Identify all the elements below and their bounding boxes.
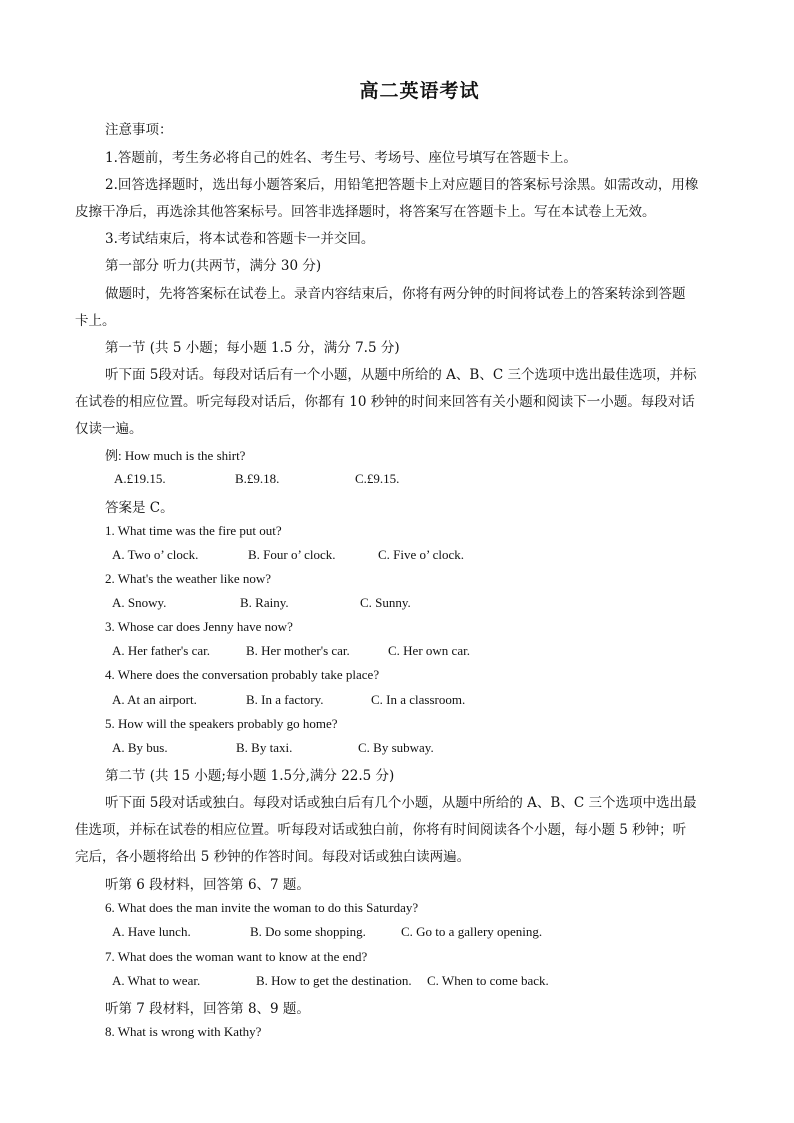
material-7-instruction: 听第 7 段材料，回答第 8、9 题。 xyxy=(105,1001,310,1017)
section2-description-line-3: 完后，各小题将给出 5 秒钟的作答时间。每段对话或独白读两遍。 xyxy=(75,849,471,865)
notice-item-1: 1.答题前，考生务必将自己的姓名、考生号、考场号、座位号填写在答题卡上。 xyxy=(105,150,577,166)
question-8: 8. What is wrong with Kathy? xyxy=(105,1024,262,1039)
notice-item-2-line-1: 2.回答选择题时，选出每小题答案后，用铅笔把答题卡上对应题目的答案标号涂黑。如需改动，用橡 xyxy=(105,177,699,193)
section1-heading: 第一节 (共 5 小题；每小题 1.5 分，满分 7.5 分) xyxy=(105,340,400,356)
question-6-option-a: A. Have lunch. xyxy=(112,924,191,939)
question-2-option-a: A. Snowy. xyxy=(112,595,167,610)
question-5-option-b: B. By taxi. xyxy=(236,740,293,755)
question-1-option-b: B. Four o’ clock. xyxy=(248,547,336,562)
example-question: 例: How much is the shirt? xyxy=(105,448,246,463)
section2-heading: 第二节 (共 15 小题;每小题 1.5分,满分 22.5 分) xyxy=(105,768,395,784)
example-option-a: A.£19.15. xyxy=(114,471,166,486)
question-3-option-b: B. Her mother's car. xyxy=(246,643,350,658)
part1-description-line-2: 卡上。 xyxy=(75,313,116,329)
notice-item-2-line-2: 皮擦干净后，再选涂其他答案标号。回答非选择题时，将答案写在答题卡上。写在本试卷上无效。 xyxy=(75,204,656,220)
example-option-b: B.£9.18. xyxy=(235,471,280,486)
question-1-option-c: C. Five o’ clock. xyxy=(378,547,465,562)
question-6: 6. What does the man invite the woman to do this Saturday? xyxy=(105,900,419,915)
part1-heading: 第一部分 听力(共两节，满分 30 分) xyxy=(105,258,322,274)
question-7-option-a: A. What to wear. xyxy=(112,973,201,988)
question-5-option-a: A. By bus. xyxy=(112,740,168,755)
section1-description-line-3: 仅读一遍。 xyxy=(75,421,143,437)
notice-heading: 注意事项： xyxy=(105,122,173,138)
question-1: 1. What time was the fire put out? xyxy=(105,523,282,538)
question-3: 3. Whose car does Jenny have now? xyxy=(105,619,293,634)
section2-description-line-1: 听下面 5段对话或独白。每段对话或独白后有几个小题，从题中所给的 A、B、C 三个选项中选出最 xyxy=(105,795,697,811)
question-7-option-b: B. How to get the destination. xyxy=(256,973,412,988)
question-4-option-c: C. In a classroom. xyxy=(371,692,466,707)
question-3-option-a: A. Her father's car. xyxy=(112,643,210,658)
question-6-option-c: C. Go to a gallery opening. xyxy=(401,924,543,939)
question-2-option-c: C. Sunny. xyxy=(360,595,411,610)
section1-description-line-1: 听下面 5段对话。每段对话后有一个小题，从题中所给的 A、B、C 三个选项中选出最佳选项，并标 xyxy=(105,367,697,383)
section1-description-line-2: 在试卷的相应位置。听完每段对话后，你都有 10 秒钟的时间来回答有关小题和阅读下一小题。每段对话 xyxy=(75,394,695,410)
part1-description-line-1: 做题时，先将答案标在试卷上。录音内容结束后，你将有两分钟的时间将试卷上的答案转涂到答题 xyxy=(105,286,686,302)
example-answer: 答案是 C。 xyxy=(105,500,174,516)
question-4-option-a: A. At an airport. xyxy=(112,692,197,707)
question-6-option-b: B. Do some shopping. xyxy=(250,924,366,939)
notice-item-3: 3.考试结束后，将本试卷和答题卡一并交回。 xyxy=(105,231,375,247)
question-7-option-c: C. When to come back. xyxy=(427,973,549,988)
section2-description-line-2: 佳选项，并标在试卷的相应位置。听每段对话或独白前，你将有时间阅读各个小题，每小题 5 秒钟；听 xyxy=(75,822,687,838)
question-4-option-b: B. In a factory. xyxy=(246,692,324,707)
exam-title: 高二英语考试 xyxy=(359,80,480,102)
question-5: 5. How will the speakers probably go home? xyxy=(105,716,338,731)
question-2: 2. What's the weather like now? xyxy=(105,571,271,586)
material-6-instruction: 听第 6 段材料，回答第 6、7 题。 xyxy=(105,877,310,893)
example-option-c: C.£9.15. xyxy=(355,471,400,486)
question-2-option-b: B. Rainy. xyxy=(240,595,289,610)
question-5-option-c: C. By subway. xyxy=(358,740,434,755)
question-3-option-c: C. Her own car. xyxy=(388,643,470,658)
question-7: 7. What does the woman want to know at the end? xyxy=(105,949,368,964)
question-1-option-a: A. Two o’ clock. xyxy=(112,547,199,562)
question-4: 4. Where does the conversation probably take place? xyxy=(105,667,380,682)
